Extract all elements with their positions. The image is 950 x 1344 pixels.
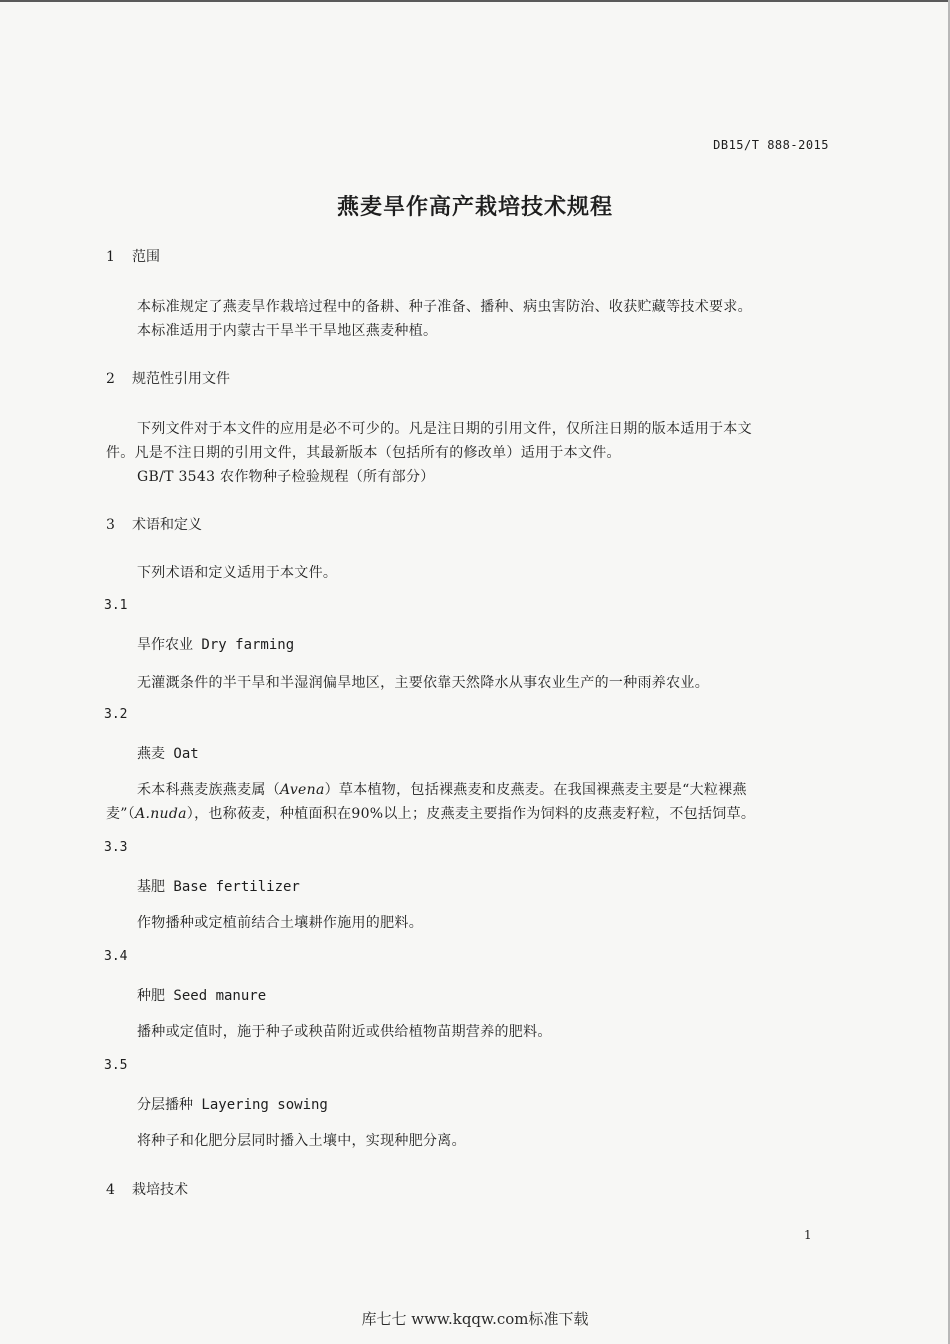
term-name: 旱作农业 Dry farming <box>137 637 295 653</box>
term-number: 3.5 <box>104 1058 128 1073</box>
text-run: ）草本植物，包括裸燕麦和皮燕麦。在我国裸燕麦主要是“大粒裸燕 <box>324 782 747 798</box>
term-definition: 无灌溉条件的半干旱和半湿润偏旱地区，主要依靠天然降水从事农业生产的一种雨养农业。 <box>137 675 709 691</box>
paragraph: 件。凡是不注日期的引用文件，其最新版本（包括所有的修改单）适用于本文件。 <box>106 445 621 461</box>
term-number: 3.4 <box>104 949 128 964</box>
term-name: 基肥 Base fertilizer <box>137 879 300 895</box>
reference-item: GB/T 3543 农作物种子检验规程（所有部分） <box>137 469 435 485</box>
section-title: 术语和定义 <box>132 517 202 533</box>
term-definition-line <box>106 803 755 823</box>
section-title: 栽培技术 <box>132 1182 188 1198</box>
term-name: 种肥 Seed manure <box>137 988 267 1004</box>
section-number: 4 <box>106 1182 115 1198</box>
scan-edge-top <box>0 0 950 2</box>
paragraph: 下列术语和定义适用于本文件。 <box>137 565 338 581</box>
section-3-heading <box>106 514 202 534</box>
section-number: 3 <box>106 517 115 533</box>
term-definition: 播种或定值时，施于种子或秧苗附近或供给植物苗期营养的肥料。 <box>137 1024 552 1040</box>
section-2-heading <box>106 368 230 388</box>
paragraph: 下列文件对于本文件的应用是必不可少的。凡是注日期的引用文件，仅所注日期的版本适用于本文 <box>137 421 752 437</box>
text-run: 禾本科燕麦族燕麦属（ <box>137 782 280 798</box>
page-number: 1 <box>804 1228 812 1242</box>
term-definition: 作物播种或定植前结合土壤耕作施用的肥料。 <box>137 915 423 931</box>
section-1-heading <box>106 246 160 266</box>
text-run: 麦”（ <box>106 806 136 822</box>
latin-name: A.nuda <box>135 806 187 822</box>
latin-name: Avena <box>280 782 325 798</box>
term-definition: 将种子和化肥分层同时播入土壤中，实现种肥分离。 <box>137 1133 466 1149</box>
section-number: 2 <box>106 371 115 387</box>
paragraph: 本标准适用于内蒙古干旱半干旱地区燕麦种植。 <box>137 323 438 339</box>
term-name: 燕麦 Oat <box>137 746 199 762</box>
term-number: 3.3 <box>104 840 128 855</box>
term-number: 3.2 <box>104 707 128 722</box>
term-name: 分层播种 Layering sowing <box>137 1097 328 1113</box>
section-title: 范围 <box>132 249 160 265</box>
section-4-heading <box>106 1179 188 1199</box>
paragraph: 本标准规定了燕麦旱作栽培过程中的备耕、种子准备、播种、病虫害防治、收获贮藏等技术要求。 <box>137 299 752 315</box>
term-number: 3.1 <box>104 598 128 613</box>
document-title: 燕麦旱作高产栽培技术规程 <box>336 194 613 220</box>
text-run: ），也称莜麦，种植面积在90%以上；皮燕麦主要指作为饲料的皮燕麦籽粒，不包括饲草。 <box>186 806 756 822</box>
section-number: 1 <box>106 249 115 265</box>
footer-watermark: 库七七 www.kqqw.com标准下载 <box>361 1310 589 1328</box>
section-title: 规范性引用文件 <box>132 371 230 387</box>
term-definition-line <box>137 779 747 799</box>
standard-id: DB15/T 888-2015 <box>713 138 829 152</box>
